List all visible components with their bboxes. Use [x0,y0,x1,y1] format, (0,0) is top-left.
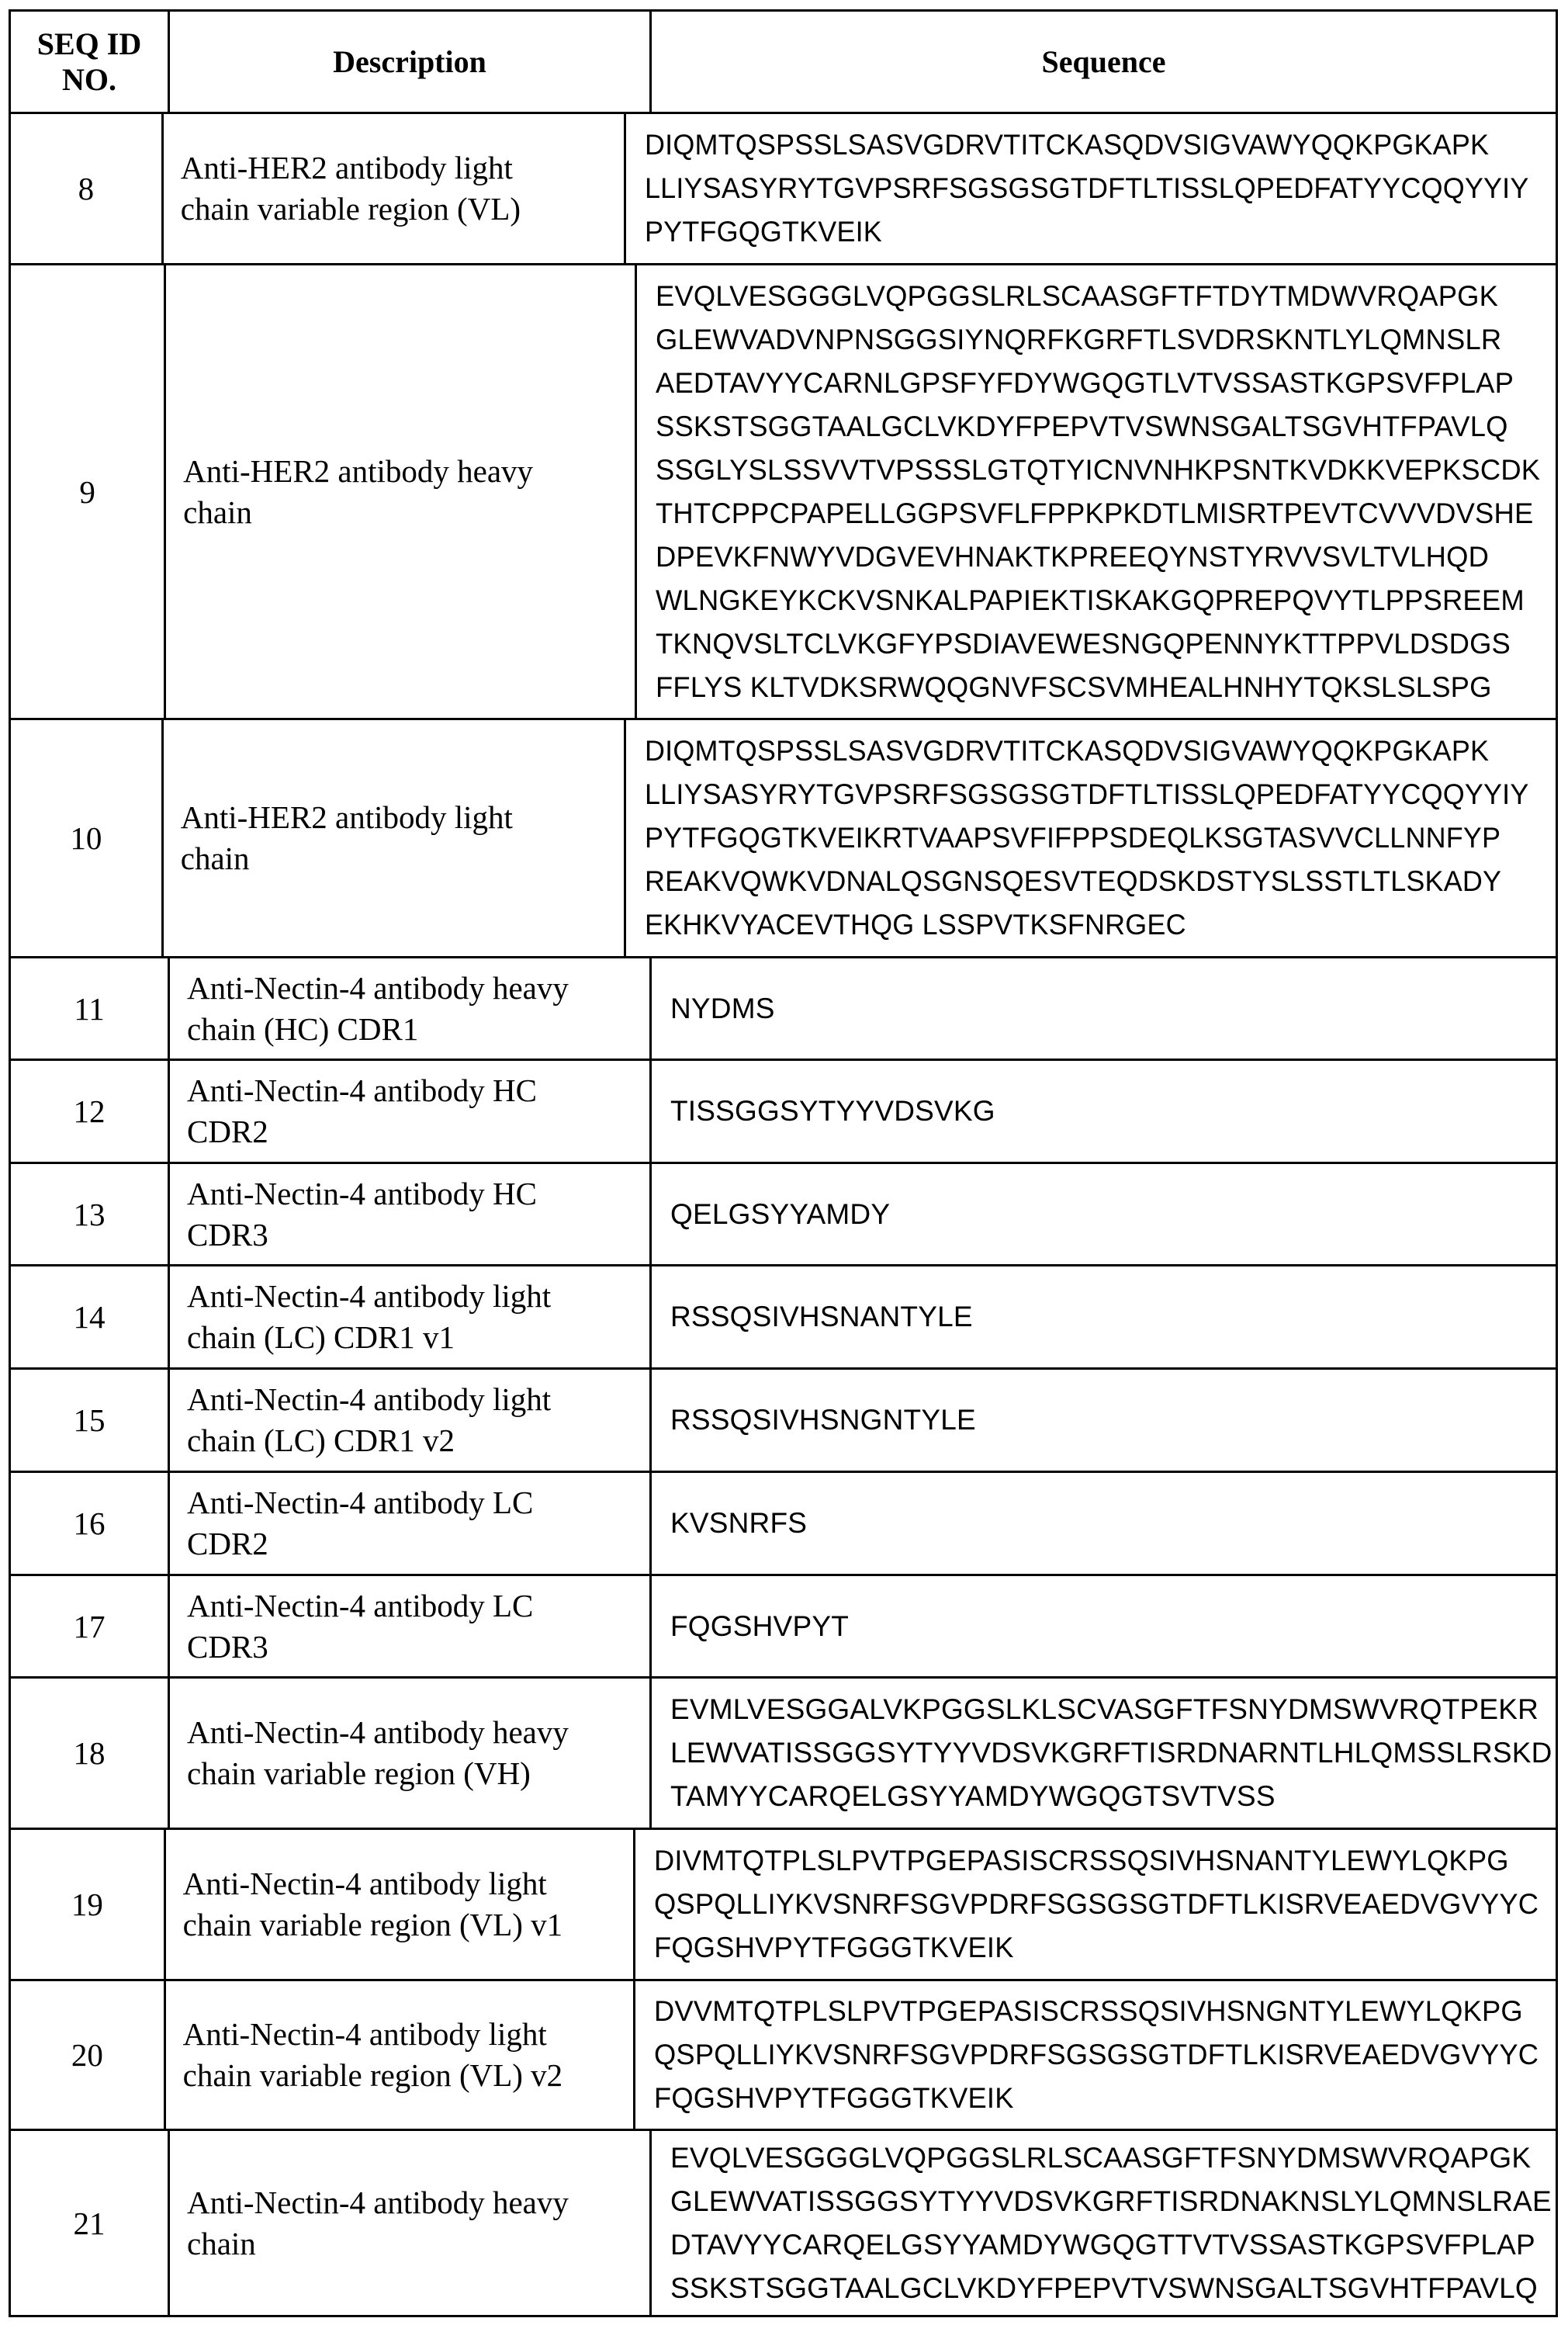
description-line: CDR3 [187,1628,268,1665]
sequence-cell [652,1164,1556,1264]
description-line: Anti-Nectin-4 antibody heavy [187,2184,569,2220]
seq-id-number: 18 [73,1735,106,1771]
sequence-cell [637,265,1556,718]
sequence-line: EVMLVESGGALVKPGGSLKLSCVASGFTFSNYDMSWVRQTPEKR [670,1693,1539,1725]
sequence-line: THTCPPCPAPELLGGPSVFLFPPKPKDTLMISRTPEVTCVVVDVSHE [655,497,1534,529]
sequence-line: DPEVKFNWYVDGVEVHNAKTKPREEQYNSTYRVVSVLTVLHQD [655,540,1489,573]
description-line: CDR3 [187,1216,268,1253]
sequence-line: EKHKVYACEVTHQG LSSPVTKSFNRGEC [645,909,1187,941]
sequence-line: FQGSHVPYTFGGGTKVEIK [653,1932,1014,1963]
header-sequence [652,12,1556,112]
description-line: Anti-Nectin-4 antibody light [182,1866,547,1901]
sequence-cell [626,720,1556,956]
sequence-line: GLEWVATISSGGSYTYYVDSVKGRFTISRDNAKNSLYLQMNSLRAE [670,2185,1552,2217]
seq-id-cell [11,2131,170,2315]
description-cell [170,1061,652,1162]
description-cell [170,1370,652,1471]
description-line: Anti-Nectin-4 antibody LC [187,1485,534,1520]
description-cell [170,1473,652,1574]
seq-id-number: 8 [78,171,95,206]
sequence-line: WLNGKEYKCKVSNKALPAPIEKTISKAKGQPREPQVYTLPPSREEM [655,584,1525,616]
description-cell [166,265,637,718]
seq-id-number: 15 [73,1402,106,1438]
description-line: chain [183,494,252,530]
sequence-line: FQGSHVPYTFGGGTKVEIK [653,2082,1014,2114]
sequence-cell [652,1679,1556,1828]
seq-id-cell [11,1830,166,1979]
sequence-cell [626,114,1556,263]
sequence-line: TAMYYCARQELGSYYAMDYWGQGTSVTVSS [670,1780,1276,1812]
sequence-line: FQGSHVPYT [670,1609,849,1642]
sequence-line: DIVMTQTPLSLPVTPGEPASISCRSSQSIVHSNANTYLEWYLQKPG [653,1845,1509,1876]
sequence-line: REAKVQWKVDNALQSGNSQESVTEQDSKDSTYSLSSTLTLSKADY [645,865,1502,897]
description-cell [166,1981,635,2129]
table-row [11,263,1556,718]
seq-id-number: 17 [73,1608,106,1644]
header-seq-id-line2: NO. [62,61,116,97]
sequence-line: SSKSTSGGTAALGCLVKDYFPEPVTVSWNSGALTSGVHTFPAVLQ [670,2271,1538,2304]
description-cell [170,1164,652,1264]
sequence-line: DIQMTQSPSSLSASVGDRVTITCKASQDVSIGVAWYQQKPGKAPK [645,735,1490,767]
header-sequence-label: Sequence [1041,43,1166,79]
description-line: Anti-Nectin-4 antibody heavy [187,969,569,1006]
sequence-line: LLIYSASYRYTGVPSRFSGSGSGTDFTLTISSLQPEDFATYYCQQYYIY [645,172,1529,204]
seq-id-number: 14 [73,1299,106,1335]
header-seq-id [11,12,170,112]
seq-id-cell [11,1370,170,1471]
description-cell [170,958,652,1059]
description-line: chain variable region (VL) v1 [182,1907,563,1942]
seq-id-cell [11,1576,170,1676]
seq-id-number: 9 [79,473,95,510]
sequence-line: QSPQLLIYKVSNRFSGVPDRFSGSGSGTDFTLKISRVEAEDVGVYYC [653,1888,1539,1920]
sequence-line: RSSQSIVHSNGNTYLE [670,1404,976,1436]
seq-id-cell [11,1981,166,2129]
table-row [11,112,1556,263]
description-line: chain [187,2225,256,2261]
description-line: Anti-HER2 antibody light [180,799,513,835]
description-cell [170,1266,652,1367]
table-row [11,1574,1556,1676]
sequence-cell [652,1473,1556,1574]
sequence-cell [652,1370,1556,1471]
seq-id-cell [11,1164,170,1264]
seq-id-number: 13 [73,1196,106,1232]
sequence-line: DIQMTQSPSSLSASVGDRVTITCKASQDVSIGVAWYQQKPGKAPK [645,129,1490,161]
seq-id-number: 19 [71,1887,103,1922]
description-line: Anti-Nectin-4 antibody light [182,2016,547,2052]
sequence-line: LEWVATISSGGSYTYYVDSVKGRFTISRDNARNTLHLQMSSLRSKD [670,1737,1552,1769]
sequence-line: EVQLVESGGGLVQPGGSLRLSCAASGFTFSNYDMSWVRQAPGK [670,2141,1532,2174]
description-cell [164,720,627,956]
seq-id-cell [11,1679,170,1828]
description-line: CDR2 [187,1526,268,1561]
seq-id-cell [11,720,164,956]
description-line: CDR2 [187,1114,268,1149]
description-line: chain (LC) CDR1 v1 [187,1319,455,1355]
sequence-cell [652,958,1556,1059]
sequence-line: PYTFGQGTKVEIK [645,216,883,248]
table-row [11,1367,1556,1471]
table-header-row [11,12,1556,112]
sequence-cell [652,1061,1556,1162]
seq-id-number: 12 [73,1093,106,1129]
description-line: Anti-Nectin-4 antibody HC [187,1072,537,1108]
seq-id-cell [11,1061,170,1162]
seq-id-number: 21 [73,2205,106,2241]
description-line: Anti-Nectin-4 antibody LC [187,1587,534,1623]
description-cell [170,1679,652,1828]
sequence-cell [635,1830,1556,1979]
sequence-line: NYDMS [670,992,775,1024]
header-description-label: Description [333,43,486,79]
seq-id-cell [11,1473,170,1574]
description-cell [170,2131,652,2315]
sequence-cell [635,1981,1556,2129]
table-row [11,718,1556,956]
seq-id-number: 11 [74,990,105,1027]
table-row [11,956,1556,1059]
sequence-line: QSPQLLIYKVSNRFSGVPDRFSGSGSGTDFTLKISRVEAEDVGVYYC [653,2039,1539,2070]
description-line: Anti-Nectin-4 antibody light [187,1381,552,1417]
description-line: Anti-Nectin-4 antibody heavy [187,1714,569,1750]
sequence-line: GLEWVADVNPNSGGSIYNQRFKGRFTLSVDRSKNTLYLQMNSLR [655,323,1502,355]
sequence-line: SSGLYSLSSVVTVPSSSLGTQTYICNVNHKPSNTKVDKKVEPKSCDK [655,453,1541,486]
table-row [11,1471,1556,1574]
description-line: Anti-HER2 antibody light [180,150,513,185]
sequence-line: RSSQSIVHSNANTYLE [670,1301,973,1332]
seq-id-number: 10 [70,820,102,856]
sequence-cell [652,1576,1556,1676]
table-row [11,1162,1556,1264]
description-cell [170,1576,652,1676]
seq-id-number: 16 [73,1506,106,1541]
sequence-line: TISSGGSYTYYVDSVKG [670,1095,995,1127]
sequence-cell [652,2131,1556,2315]
sequence-line: EVQLVESGGGLVQPGGSLRLSCAASGFTFTDYTMDWVRQAPGK [655,279,1498,312]
description-line: Anti-Nectin-4 antibody light [187,1278,552,1314]
sequence-line: DVVMTQTPLSLPVTPGEPASISCRSSQSIVHSNGNTYLEWYLQKPG [653,1995,1523,2027]
sequence-line: QELGSYYAMDY [670,1197,891,1230]
seq-id-cell [11,114,164,263]
sequence-line: KVSNRFS [670,1507,808,1539]
seq-id-cell [11,958,170,1059]
description-line: chain variable region (VL) [180,191,521,227]
header-description [170,12,652,112]
sequence-line: LLIYSASYRYTGVPSRFSGSGSGTDFTLTISSLQPEDFATYYCQQYYIY [645,778,1529,810]
description-line: chain variable region (VH) [187,1755,531,1791]
description-line: chain [180,840,250,876]
sequence-line: PYTFGQGTKVEIKRTVAAPSVFIFPPSDEQLKSGTASVVCLLNNFYP [645,822,1501,854]
table-row [11,1264,1556,1367]
seq-id-cell [11,265,166,718]
sequence-line: TKNQVSLTCLVKGFYPSDIAVEWESNGQPENNYKTTPPVLDSDGS [655,627,1511,660]
table-row [11,2129,1556,2315]
description-line: Anti-Nectin-4 antibody HC [187,1175,537,1211]
description-line: chain variable region (VL) v2 [182,2057,563,2093]
sequence-table [9,9,1558,2317]
description-cell [166,1830,635,1979]
sequence-line: SSKSTSGGTAALGCLVKDYFPEPVTVSWNSGALTSGVHTFPAVLQ [655,410,1508,442]
sequence-line: DTAVYYCARQELGSYYAMDYWGQGTTVTVSSASTKGPSVFPLAP [670,2228,1535,2261]
table-row [11,1059,1556,1162]
table-row [11,1676,1556,1828]
table-row [11,1828,1556,1979]
description-line: Anti-HER2 antibody heavy [183,452,534,489]
description-line: chain (HC) CDR1 [187,1010,419,1047]
seq-id-number: 20 [71,2037,103,2073]
sequence-line: FFLYS KLTVDKSRWQQGNVFSCSVMHEALHNHYTQKSLSLSPG [655,670,1492,703]
description-cell [164,114,627,263]
sequence-cell [652,1266,1556,1367]
sequence-line: AEDTAVYYCARNLGPSFYFDYWGQGTLVTVSSASTKGPSVFPLAP [655,366,1514,399]
header-seq-id-line1: SEQ ID [36,26,142,61]
description-line: chain (LC) CDR1 v2 [187,1422,455,1458]
seq-id-cell [11,1266,170,1367]
table-row [11,1979,1556,2129]
